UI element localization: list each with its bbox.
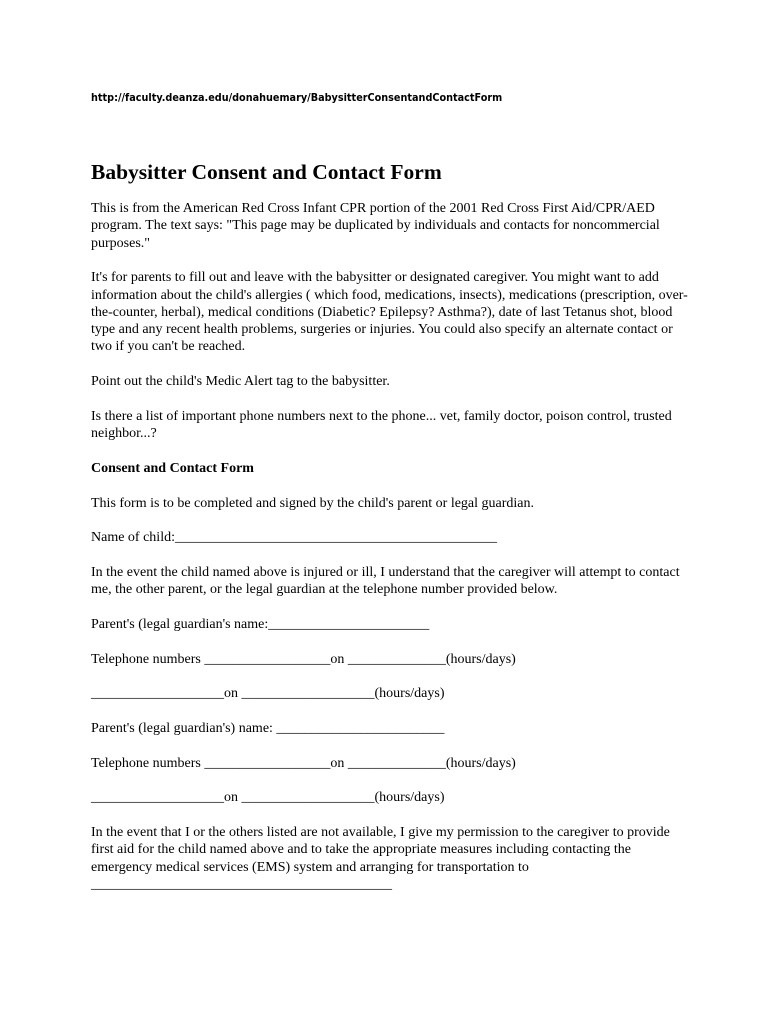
- child-name-field: Name of child:______________________________________________: [91, 530, 497, 546]
- transport-destination-field: ___________________________________________: [91, 876, 392, 892]
- permission-paragraph: [91, 824, 691, 893]
- section-heading: Consent and Contact Form: [91, 460, 254, 476]
- parent1-phone-field-2: ___________________on ___________________(hours/days): [91, 686, 445, 702]
- parent2-phone-field-1: Telephone numbers __________________on ______________(hours/days): [91, 755, 516, 771]
- parent1-phone-field-1: Telephone numbers __________________on ______________(hours/days): [91, 651, 516, 667]
- parent2-name-field: Parent's (legal guardian's) name: ________________________: [91, 720, 445, 736]
- permission-text: In the event that I or the others listed are not available, I give my permission to the caregiver to provide first aid for the child named above and to take the appropriate measures including contacting the emergency medical services (EMS) system and arranging for transportation to: [91, 825, 670, 875]
- event-injured-paragraph: In the event the child named above is injured or ill, I understand that the caregiver will attempt to contact me, the other parent, or the legal guardian at the telephone number provided below.: [91, 564, 680, 598]
- phone-list-paragraph: Is there a list of important phone numbers next to the phone... vet, family doctor, poison control, trusted neighbor...?: [91, 408, 672, 442]
- page-title: Babysitter Consent and Contact Form: [91, 160, 442, 184]
- parent1-name-field: Parent's (legal guardian's name:_______________________: [91, 616, 430, 632]
- parent2-phone-field-2: ___________________on ___________________(hours/days): [91, 790, 445, 806]
- form-instructions: This form is to be completed and signed by the child's parent or legal guardian.: [91, 495, 535, 511]
- medic-alert-paragraph: Point out the child's Medic Alert tag to the babysitter.: [91, 374, 390, 390]
- intro-paragraph: This is from the American Red Cross Infant CPR portion of the 2001 Red Cross First Aid/CPR/AED program. The text says: "This page may be duplicated by individuals and contacts for noncommercial purposes.": [91, 201, 660, 251]
- parents-paragraph: It's for parents to fill out and leave with the babysitter or designated caregiver. You might want to add information about the child's allergies ( which food, medications, insects), medications (prescription, over-the-counter, herbal), medical conditions (Diabetic? Epilepsy? Asthma?), date of last Tetanus shot, blood type and any recent health problems, surgeries or injuries. You could also specify an alternate contact or two if you can't be reached.: [91, 270, 688, 355]
- document-body: [91, 158, 691, 911]
- source-url: http://faculty.deanza.edu/donahuemary/BabysitterConsentandContactForm: [91, 91, 503, 104]
